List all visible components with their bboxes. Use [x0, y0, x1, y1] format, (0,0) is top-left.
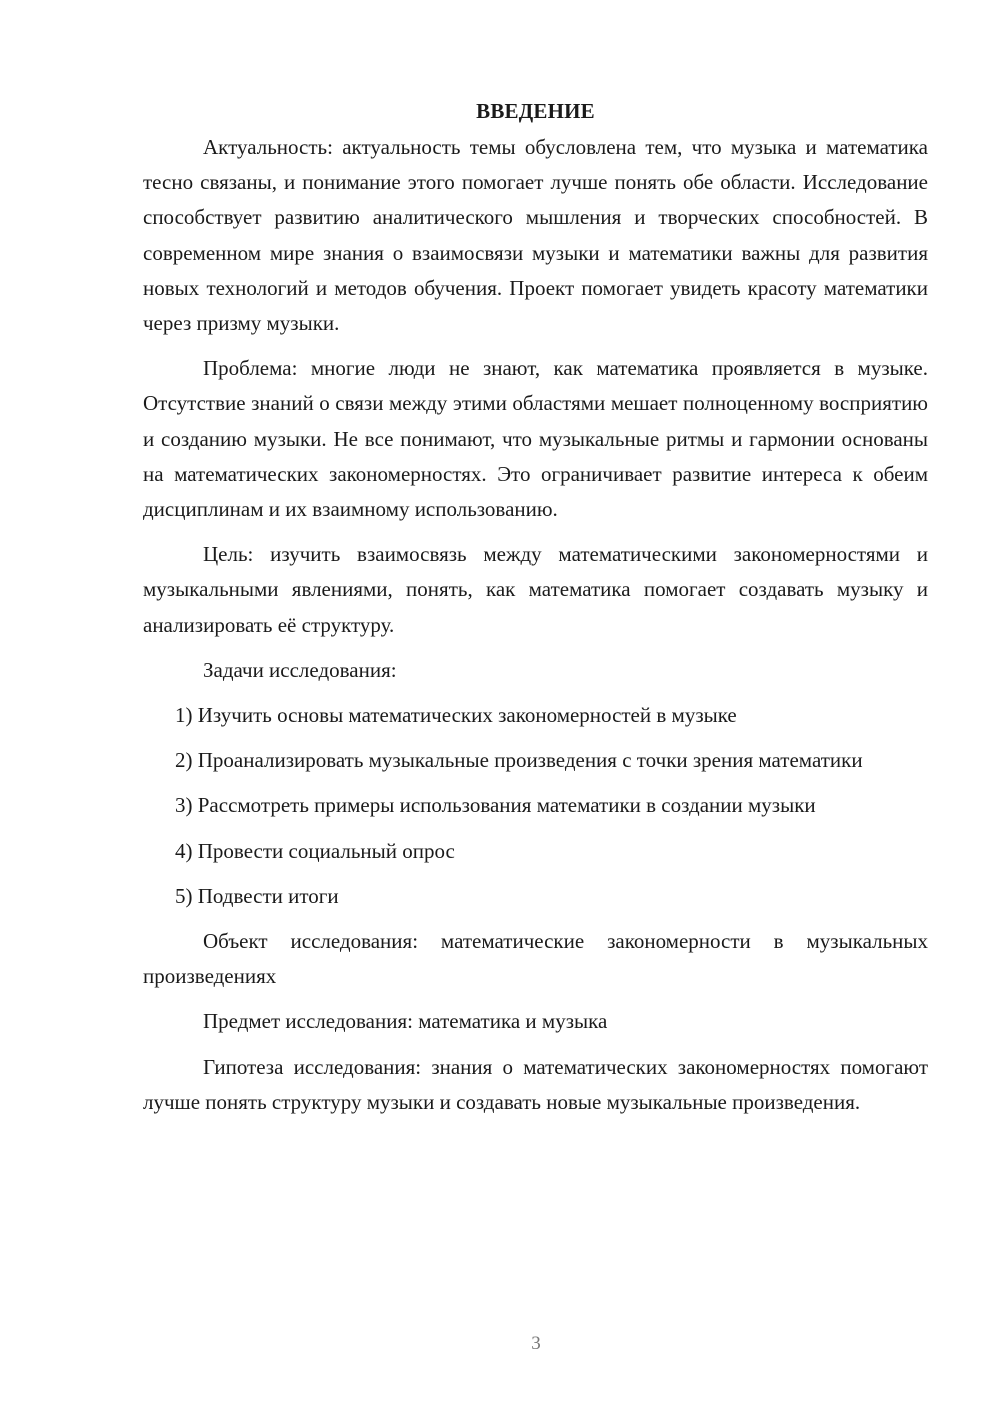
- document-page: [143, 94, 928, 1130]
- tasks-heading: Задачи исследования:: [203, 657, 397, 682]
- task-item-3: 3) Рассмотреть примеры использования математики в создании музыки: [175, 793, 816, 818]
- goal-paragraph: Цель: изучить взаимосвязь между математическими закономерностями и музыкальными явлениями, понять, как математика помогает создавать музыку и анализировать её структуру.: [143, 542, 928, 637]
- task-item-4: 4) Провести социальный опрос: [175, 838, 455, 863]
- subject-paragraph: Предмет исследования: математика и музыка: [203, 1009, 608, 1034]
- page-title: ВВЕДЕНИЕ: [476, 99, 595, 123]
- task-item-5: 5) Подвести итоги: [175, 883, 339, 908]
- hypothesis-paragraph: Гипотеза исследования: знания о математических закономерностях помогают лучше понять структуру музыки и создавать новые музыкальные произведения.: [143, 1054, 928, 1114]
- problem-paragraph: Проблема: многие люди не знают, как математика проявляется в музыке. Отсутствие знаний о связи между этими областями мешает полноценному восприятию и созданию музыки. Не все понимают, что музыкальные ритмы и гармонии основаны на математических закономерностях. Это ограничивает развитие интереса к обеим дисциплинам и их взаимному использованию.: [143, 356, 928, 522]
- page-number: 3: [531, 1333, 541, 1354]
- object-paragraph: Объект исследования: математические закономерности в музыкальных произведениях: [143, 929, 928, 989]
- relevance-paragraph: Актуальность: актуальность темы обусловлена тем, что музыка и математика тесно связаны, и понимание этого помогает лучше понять обе области. Исследование способствует развитию аналитического мышления и творческих способностей. В современном мире знания о взаимосвязи музыки и математики важны для развития новых технологий и методов обучения. Проект помогает увидеть красоту математики через призму музыки.: [143, 135, 928, 336]
- task-item-1: 1) Изучить основы математических закономерностей в музыке: [175, 703, 737, 728]
- task-item-2: 2) Проанализировать музыкальные произведения с точки зрения математики: [175, 748, 863, 773]
